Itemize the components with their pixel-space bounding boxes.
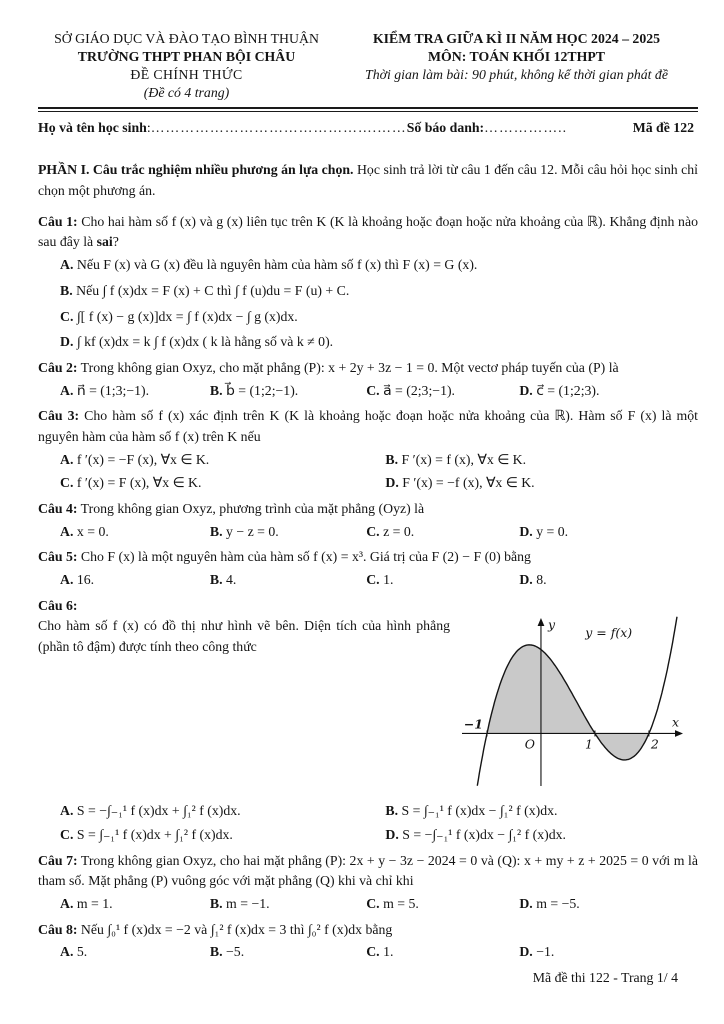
figure-container	[460, 616, 698, 795]
option-b-key: B.	[209, 895, 223, 911]
option-d	[519, 894, 698, 915]
question-7	[38, 851, 698, 915]
svg-text:y: y	[547, 617, 556, 633]
option-a-text: x = 0.	[73, 523, 109, 539]
option-c	[366, 570, 519, 591]
question-2-label: Câu 2:	[38, 359, 78, 375]
question-1-label: Câu 1:	[38, 213, 78, 229]
option-b	[210, 522, 366, 543]
question-6-body	[38, 616, 698, 795]
question-1-keyword: sai	[96, 234, 113, 250]
option-c-text: ∫[ f (x) − g (x)]dx = ∫ f (x)dx − ∫ g (x)dx.	[73, 308, 298, 324]
exam-header	[38, 30, 698, 102]
question-8-stem	[38, 920, 698, 941]
svg-text:x: x	[671, 714, 679, 730]
option-b	[385, 450, 698, 471]
option-a-key: A.	[60, 895, 74, 911]
option-c	[38, 307, 698, 328]
student-id-blank: ……………..	[484, 119, 568, 135]
question-5-label: Câu 5:	[38, 549, 78, 565]
option-d-key: D.	[385, 826, 399, 842]
student-name-blank: ……………………………………….……	[150, 119, 407, 135]
option-d	[519, 570, 698, 591]
option-a-text: 5.	[73, 944, 88, 960]
option-a-text: 16.	[73, 572, 95, 588]
option-d-key: D.	[519, 572, 533, 588]
option-d-text: S = −∫₋₁¹ f (x)dx − ∫₁² f (x)dx.	[398, 826, 566, 842]
option-d-key: D.	[519, 895, 533, 911]
question-2-options	[38, 381, 698, 402]
svg-text:2: 2	[650, 736, 659, 752]
part1-title: PHẦN I. Câu trắc nghiệm nhiều phương án lựa chọn.	[38, 162, 354, 178]
option-c	[366, 942, 519, 963]
option-d	[385, 825, 698, 846]
issuer-school: TRƯỜNG THPT PHAN BỘI CHÂU	[77, 48, 296, 64]
exam-info-block	[335, 30, 698, 102]
option-b-text: −5.	[222, 944, 245, 960]
question-4-stem	[38, 499, 698, 520]
option-d-key: D.	[519, 382, 533, 398]
exam-code-badge: Mã đề 122	[632, 119, 694, 135]
option-a-key: A.	[60, 257, 74, 273]
option-b-key: B.	[209, 572, 223, 588]
question-1	[38, 212, 698, 353]
header-divider	[38, 107, 698, 112]
option-c-key: C.	[60, 475, 74, 491]
exam-duration: Thời gian làm bài: 90 phút, không kể thời gian phát đề	[365, 66, 668, 82]
question-1-text: Cho hai hàm số f (x) và g (x) liên tục trên K (K là khoảng hoặc đoạn hoặc nửa khoảng của ℝ). Khẳng định nào sau đây là	[38, 213, 698, 250]
question-1-qmark: ?	[112, 234, 119, 250]
exam-title: KIỂM TRA GIỮA KÌ II NĂM HỌC 2024 – 2025	[372, 31, 661, 46]
question-4	[38, 499, 698, 542]
question-8	[38, 920, 698, 963]
option-d-text: m = −5.	[532, 895, 580, 911]
option-d	[38, 332, 698, 353]
question-2-stem	[38, 358, 698, 379]
option-c	[60, 825, 385, 846]
option-b-key: B.	[385, 803, 399, 819]
question-7-label: Câu 7:	[38, 852, 78, 868]
option-d	[385, 473, 698, 494]
option-a	[38, 255, 698, 276]
option-c-key: C.	[366, 895, 380, 911]
option-d-key: D.	[385, 475, 399, 491]
question-2-text: Trong không gian Oxyz, cho mặt phẳng (P): x + 2y + 3z − 1 = 0. Một vectơ pháp tuyến của (P) là	[77, 359, 619, 375]
option-b-text: 4.	[222, 572, 237, 588]
question-5-stem	[38, 547, 698, 568]
student-id-label: Số báo danh:	[406, 119, 485, 135]
question-3-options	[38, 450, 698, 494]
question-3-stem	[38, 406, 698, 447]
option-a-text: S = −∫₋₁¹ f (x)dx + ∫₁² f (x)dx.	[73, 803, 241, 819]
option-d-key: D.	[519, 944, 533, 960]
option-b-key: B.	[60, 282, 73, 298]
option-b-key: B.	[385, 451, 399, 467]
option-b-text: m = −1.	[222, 895, 270, 911]
option-b-key: B.	[209, 382, 223, 398]
option-a	[60, 522, 210, 543]
exam-subject: MÔN: TOÁN KHỐI 12THPT	[428, 48, 605, 64]
page-count-note: (Đề có 4 trang)	[143, 84, 230, 100]
option-b-text: Nếu ∫ f (x)dx = F (x) + C thì ∫ f (u)du = F (u) + C.	[72, 282, 350, 298]
option-d-text: ∫ kf (x)dx = k ∫ f (x)dx ( k là hằng số và k ≠ 0).	[73, 334, 334, 350]
option-c-key: C.	[366, 523, 380, 539]
student-info-line	[38, 118, 698, 139]
option-a	[60, 450, 385, 471]
option-c-text: a⃗ = (2;3;−1).	[379, 382, 456, 398]
option-c-text: S = ∫₋₁¹ f (x)dx + ∫₁² f (x)dx.	[73, 826, 233, 842]
question-7-text: Trong không gian Oxyz, cho hai mặt phẳng (P): 2x + y − 3z − 2024 = 0 và (Q): x + my + z + 2025 = 0 với m là tham số. Mặt phẳng (P) vuông góc với mặt phẳng (Q) khi và chỉ khi	[38, 852, 698, 889]
question-4-options	[38, 522, 698, 543]
svg-text:y = f(x): y = f(x)	[585, 625, 633, 641]
option-a-key: A.	[60, 451, 74, 467]
option-a-key: A.	[60, 944, 74, 960]
official-exam-label: ĐỀ CHÍNH THỨC	[130, 66, 243, 82]
option-c	[366, 381, 519, 402]
option-a-text: f ′(x) = −F (x), ∀x ∈ K.	[73, 451, 210, 467]
question-8-label: Câu 8:	[38, 921, 78, 937]
option-c-key: C.	[366, 944, 380, 960]
option-c	[366, 894, 519, 915]
option-c-text: m = 5.	[379, 895, 419, 911]
option-d-text: 8.	[532, 572, 547, 588]
option-c-key: C.	[60, 308, 74, 324]
question-2	[38, 358, 698, 401]
option-b-text: b⃗ = (1;2;−1).	[222, 382, 299, 398]
option-d-key: D.	[60, 334, 74, 350]
question-8-text: Nếu ∫₀¹ f (x)dx = −2 và ∫₁² f (x)dx = 3 thì ∫₀² f (x)dx bằng	[77, 921, 393, 937]
question-3-label: Câu 3:	[38, 408, 80, 424]
question-3-text: Cho hàm số f (x) xác định trên K (K là khoảng hoặc đoạn hoặc nửa khoảng của ℝ). Hàm số F (x) là một nguyên hàm của hàm số f (x) trên K nếu	[38, 408, 698, 444]
option-a	[60, 381, 210, 402]
issuer-department: SỞ GIÁO DỤC VÀ ĐÀO TẠO BÌNH THUẬN	[54, 31, 319, 46]
function-graph	[460, 616, 684, 788]
option-a-key: A.	[60, 803, 74, 819]
option-a-text: n⃗ = (1;3;−1).	[73, 382, 150, 398]
option-d	[519, 522, 698, 543]
question-5-options	[38, 570, 698, 591]
option-b	[385, 801, 698, 822]
option-b-key: B.	[209, 944, 223, 960]
option-b-text: y − z = 0.	[222, 523, 279, 539]
part1-heading	[38, 160, 698, 201]
option-b	[210, 570, 366, 591]
option-c	[60, 473, 385, 494]
question-1-options	[38, 255, 698, 353]
option-b	[210, 381, 366, 402]
option-c-text: z = 0.	[379, 523, 415, 539]
question-6	[38, 596, 698, 846]
option-b-text: S = ∫₋₁¹ f (x)dx − ∫₁² f (x)dx.	[398, 803, 558, 819]
student-name-label: Họ và tên học sinh	[38, 119, 147, 135]
option-c-text: 1.	[379, 572, 394, 588]
question-4-text: Trong không gian Oxyz, phương trình của mặt phẳng (Oyz) là	[77, 501, 425, 516]
option-b	[38, 281, 698, 302]
option-a	[60, 942, 210, 963]
question-5	[38, 547, 698, 590]
option-d-text: F ′(x) = −f (x), ∀x ∈ K.	[398, 475, 535, 491]
option-b-text: F ′(x) = f (x), ∀x ∈ K.	[398, 451, 527, 467]
option-a	[60, 894, 210, 915]
question-7-options	[38, 894, 698, 915]
option-c	[366, 522, 519, 543]
option-d-text: c⃗ = (1;2;3).	[532, 382, 600, 398]
student-name-colon: :	[146, 119, 151, 135]
option-a-key: A.	[60, 382, 74, 398]
question-4-label: Câu 4:	[38, 501, 78, 516]
option-c-key: C.	[366, 572, 380, 588]
option-d-key: D.	[519, 523, 533, 539]
option-c-text: 1.	[379, 944, 394, 960]
question-6-stem: Cho hàm số f (x) có đồ thị như hình vẽ bên. Diện tích của hình phẳng (phần tô đậm) được tính theo công thức	[38, 618, 450, 655]
option-a-text: Nếu F (x) và G (x) đều là nguyên hàm của hàm số f (x) thì F (x) = G (x).	[73, 257, 478, 273]
option-c-key: C.	[60, 826, 74, 842]
option-a	[60, 570, 210, 591]
question-6-options	[38, 801, 698, 845]
option-a	[60, 801, 385, 822]
option-b-key: B.	[209, 523, 223, 539]
option-d-text: −1.	[532, 944, 555, 960]
option-a-key: A.	[60, 572, 74, 588]
part1-instructions: Học sinh trả lời từ câu 1 đến câu 12. Mỗi câu hỏi học sinh chỉ chọn một phương án.	[38, 162, 698, 199]
question-3	[38, 406, 698, 494]
question-5-text: Cho F (x) là một nguyên hàm của hàm số f (x) = x³. Giá trị của F (2) − F (0) bằng	[77, 549, 531, 565]
option-c-text: f ′(x) = F (x), ∀x ∈ K.	[73, 475, 202, 491]
option-b	[210, 894, 366, 915]
option-a-key: A.	[60, 523, 74, 539]
page-footer: Mã đề thi 122 - Trang 1/ 4	[532, 969, 678, 985]
issuer-block	[38, 30, 335, 102]
option-d-text: y = 0.	[532, 523, 569, 539]
option-d	[519, 942, 698, 963]
option-a-text: m = 1.	[73, 895, 113, 911]
svg-text:−1: −1	[463, 716, 483, 732]
question-6-label: Câu 6:	[38, 597, 78, 613]
option-b	[210, 942, 366, 963]
option-c-key: C.	[366, 382, 380, 398]
option-d	[519, 381, 698, 402]
svg-text:1: 1	[584, 736, 593, 752]
svg-text:O: O	[524, 736, 535, 752]
question-1-stem	[38, 212, 698, 253]
question-7-stem	[38, 851, 698, 892]
question-8-options	[38, 942, 698, 963]
